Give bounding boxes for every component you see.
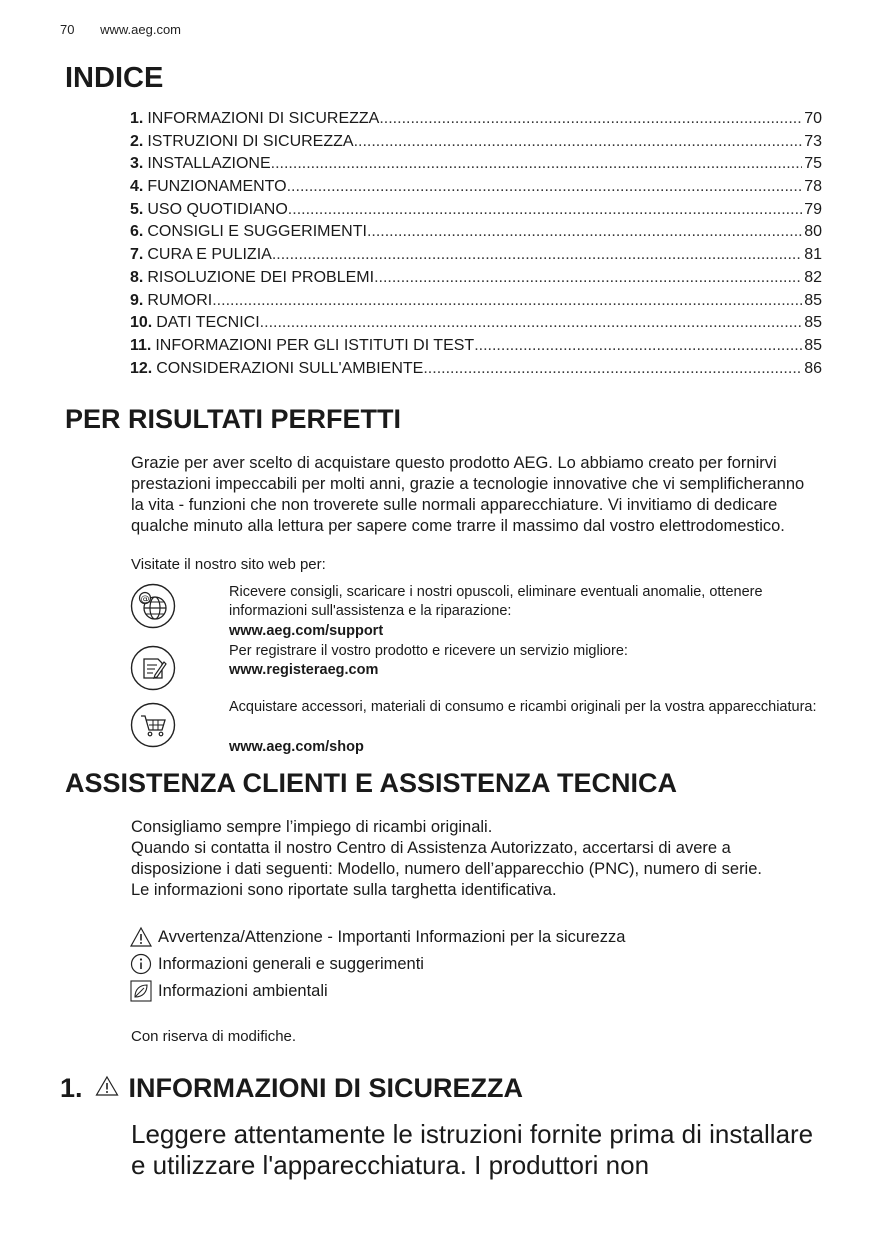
toc-number: 1. <box>130 110 144 127</box>
toc-number: 3. <box>130 155 144 173</box>
toc-number: 2. <box>130 132 144 150</box>
assistenza-line3: Le informazioni sono riportate sulla targhetta identificativa. <box>131 881 557 899</box>
legend-environment: Informazioni ambientali <box>130 980 328 1002</box>
toc-number: 7. <box>130 246 144 264</box>
shop-text: Acquistare accessori, materiali di consumo e ricambi originali per la vostra apparecchiatura: <box>229 699 817 715</box>
toc-leader-dots <box>367 223 802 241</box>
toc-label: CONSIGLI E SUGGERIMENTI <box>147 223 367 241</box>
toc-leader-dots <box>423 360 802 378</box>
toc-page: 80 <box>804 223 822 241</box>
toc-number: 9. <box>130 291 144 309</box>
toc-leader-dots <box>379 110 802 128</box>
toc-page: 70 <box>804 110 822 127</box>
toc-number: 4. <box>130 178 144 196</box>
legend-warning: Avvertenza/Attenzione - Importanti Informazioni per la sicurezza <box>130 926 625 948</box>
toc-number: 10. <box>130 314 153 332</box>
section1-title <box>60 1073 523 1104</box>
toc-leader-dots <box>288 201 802 219</box>
toc-leader-dots <box>272 246 802 264</box>
toc-page: 73 <box>804 132 822 150</box>
toc-number: 5. <box>130 200 144 218</box>
header-url: www.aeg.com <box>100 22 182 37</box>
toc-entry[interactable] <box>130 178 822 201</box>
toc-page: 85 <box>804 314 822 332</box>
toc-leader-dots <box>287 178 803 196</box>
register-icon <box>130 645 176 691</box>
info-icon <box>130 953 152 975</box>
toc-page: 81 <box>804 246 822 264</box>
page-number: 70 <box>60 22 75 37</box>
section1-number: 1. <box>60 1073 83 1103</box>
toc-entry[interactable] <box>130 201 822 224</box>
toc-page: 78 <box>804 178 822 196</box>
register-text: Per registrare il vostro prodotto e ricevere un servizio migliore: <box>229 643 628 659</box>
toc-entry[interactable] <box>130 155 822 178</box>
register-link[interactable]: www.registeraeg.com <box>229 662 379 678</box>
toc-entry[interactable] <box>130 110 822 133</box>
toc-leader-dots <box>271 155 803 173</box>
toc-entry[interactable] <box>130 360 822 383</box>
toc-label: INSTALLAZIONE <box>147 155 271 173</box>
section1-paragraph: Leggere attentamente le istruzioni fornite prima di installare e utilizzare l'apparecchiatura. I produttori non <box>131 1119 814 1180</box>
legend-info: Informazioni generali e suggerimenti <box>130 953 424 975</box>
toc-entry[interactable] <box>130 337 822 360</box>
toc-entry[interactable] <box>130 314 822 337</box>
globe-icon <box>130 583 176 629</box>
shop-link[interactable]: www.aeg.com/shop <box>229 739 364 755</box>
toc-page: 75 <box>804 155 822 173</box>
toc-label: INFORMAZIONI DI SICUREZZA <box>147 110 380 127</box>
indice-title: INDICE <box>65 62 164 94</box>
toc-entry[interactable] <box>130 292 822 315</box>
assistenza-title: ASSISTENZA CLIENTI E ASSISTENZA TECNICA <box>65 768 678 798</box>
riserva-text: Con riserva di modifiche. <box>131 1028 297 1045</box>
toc-page: 85 <box>804 336 822 354</box>
toc-page: 86 <box>804 359 822 377</box>
toc-number: 11. <box>130 336 152 354</box>
toc-entry[interactable] <box>130 133 822 156</box>
leaf-icon <box>130 980 152 1002</box>
toc-page: 82 <box>804 268 822 286</box>
page-header <box>60 22 181 37</box>
support-text: Ricevere consigli, scaricare i nostri opuscoli, eliminare eventuali anomalie, ottenere informazioni sull'assistenza e la riparazione: <box>229 584 763 619</box>
toc-label: CURA E PULIZIA <box>147 246 272 264</box>
toc-entry[interactable] <box>130 223 822 246</box>
assistenza-line2: Quando si contatta il nostro Centro di Assistenza Autorizzato, accertarsi di avere a disposizione i dati seguenti: Modello, numero dell’apparecchio (PNC), numero di serie. <box>131 839 762 878</box>
toc-label: CONSIDERAZIONI SULL'AMBIENTE <box>156 359 424 377</box>
toc-number: 8. <box>130 268 144 286</box>
toc-label: INFORMAZIONI PER GLI ISTITUTI DI TEST <box>155 336 475 354</box>
toc-leader-dots <box>374 269 802 287</box>
section1-label: INFORMAZIONI DI SICUREZZA <box>128 1073 524 1103</box>
toc-number: 6. <box>130 223 144 241</box>
per-risultati-paragraph: Grazie per aver scelto di acquistare questo prodotto AEG. Lo abbiamo creato per fornirvi prestazioni impeccabili per molti anni, grazie a tecnologie innovative che vi semplificheranno la vita - funzioni che non troverete sulle normali apparecchiature. Vi invitiamo di dedicare qualche minuto alla lettura per sapere come trarre il massimo dal vostro elettrodomestico. <box>131 454 805 535</box>
toc-label: FUNZIONAMENTO <box>147 178 287 196</box>
per-risultati-title: PER RISULTATI PERFETTI <box>65 404 401 434</box>
visit-text: Visitate il nostro sito web per: <box>131 556 326 573</box>
toc-number: 12. <box>130 359 153 377</box>
toc-leader-dots <box>354 133 803 151</box>
warning-icon <box>130 926 152 948</box>
toc-label: ISTRUZIONI DI SICUREZZA <box>147 132 354 150</box>
toc-leader-dots <box>212 292 802 310</box>
support-link[interactable]: www.aeg.com/support <box>229 623 384 639</box>
assistenza-line1: Consigliamo sempre l’impiego di ricambi originali. <box>131 818 493 836</box>
toc-label: RUMORI <box>147 291 213 309</box>
toc-leader-dots <box>260 314 803 332</box>
table-of-contents <box>130 110 822 382</box>
toc-label: USO QUOTIDIANO <box>147 200 288 218</box>
toc-entry[interactable] <box>130 246 822 269</box>
toc-page: 85 <box>804 291 822 309</box>
svg-text:@: @ <box>140 594 150 605</box>
toc-leader-dots <box>474 337 802 355</box>
warning-icon <box>95 1073 119 1104</box>
toc-page: 79 <box>804 200 822 218</box>
toc-entry[interactable] <box>130 269 822 292</box>
toc-label: RISOLUZIONE DEI PROBLEMI <box>147 268 375 286</box>
toc-label: DATI TECNICI <box>156 314 260 332</box>
cart-icon <box>130 702 176 748</box>
assistenza-paragraph <box>131 817 821 901</box>
